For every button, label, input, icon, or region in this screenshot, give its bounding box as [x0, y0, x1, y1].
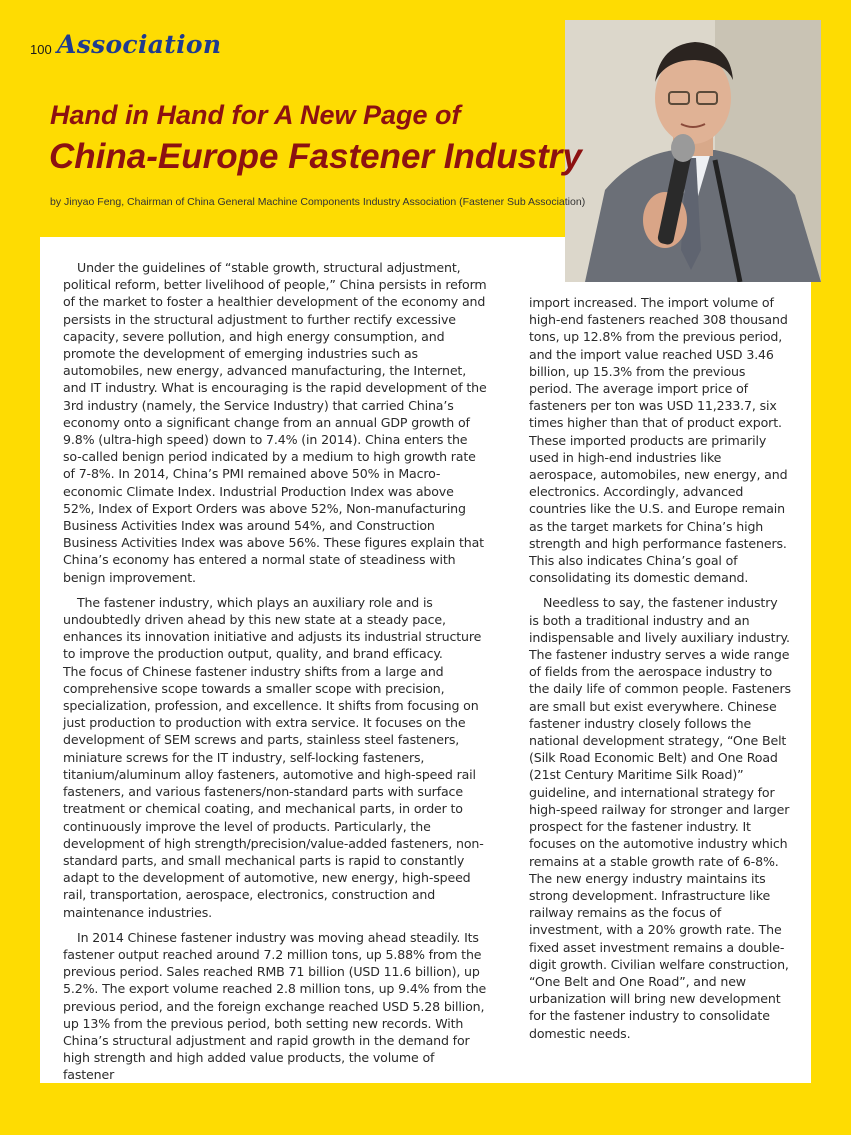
article-right-column — [529, 294, 791, 1050]
paragraph: Needless to say, the fastener industry is both a traditional industry and an indispensable and lively auxiliary industry. The fastener industry serves a wide range of fields from the aerospace industry to the daily life of common people. Fasteners are small but exist everywhere. Chinese fastener industry closely follows the national development strategy, “One Belt (Silk Road Economic Belt) and One Road (21st Century Maritime Silk Road)” guideline, and international strategy for high-speed railway for stronger and larger prospect for the fastener industry. It focuses on the automotive industry which remains at a stable growth rate of 6-8%. The new energy industry maintains its strong development. Infrastructure like railway remains as the focus of investment, with a 20% growth rate. The fixed asset investment remains a double-digit growth. Civilian welfare construction, “One Belt and One Road”, and new urbanization will bring new development for the fastener industry to consolidate domestic needs. — [529, 595, 791, 1041]
speaker-photo — [565, 20, 821, 282]
paragraph: The fastener industry, which plays an auxiliary role and is undoubtedly driven ahead by this new state at a steady pace, enhances its innovation initiative and adjusts its industrial structure to improve the production output, quality, and brand efficacy. — [63, 594, 482, 662]
paragraph: Under the guidelines of “stable growth, structural adjustment, political reform, better livelihood of people,” China persists in reform of the market to foster a healthier development of the economy and persists in the structural adjustment to further rectify excessive capacity, severe pollution, and high energy consumption, and promote the development of emerging industries such as automobiles, new energy, advanced manufacturing, the Internet, and IT industry. What is encouraging is the rapid development of the 3rd industry (namely, the Service Industry) that carried China’s economy onto a significant change from an annual GDP growth of 9.8% (ultra-high speed) down to 7.4% (in 2014). China enters the so-called benign period indicated by a medium to high growth rate of 7-8%. In 2014, China’s PMI remained above 50% in Macro-economic Climate Index. Industrial Production Index was above 52%, Index of Export Orders was above 52%, Non-manufacturing Business Activities Index was around 54%, and Construction Business Activities Index was above 56%. These figures explain that China’s economy has entered a normal state of steadiness with benign improvement. — [63, 260, 487, 585]
section-title: Association — [57, 30, 222, 59]
article-left-column — [63, 259, 487, 1092]
paragraph: The focus of Chinese fastener industry shifts from a large and comprehensive scope towards a smaller scope with precision, specialization, profession, and excellence. It shifts from focusing on just production to production with extra service. It focuses on the development of SEM screws and parts, stainless steel fasteners, miniature screws for the IT industry, self-locking fasteners, titanium/aluminum alloy fasteners, automotive and high-speed rail fasteners, and various fasteners/non-standard parts with surface treatment or chemical coating, and mechanical parts, in order to continuously improve the level of products. Particularly, the development of high strength/precision/value-added fasteners, non-standard parts, and small mechanical parts is rapid to constantly adapt to the development of automotive, new energy, high-speed rail, transportation, aerospace, electronics, construction and maintenance industries. — [63, 663, 484, 920]
paragraph: import increased. The import volume of high-end fasteners reached 308 thousand tons, up 12.8% from the previous period, and the import value reached USD 3.46 billion, up 15.3% from the previous period. The average import price of fasteners per ton was USD 11,233.7, six times higher than that of product export. These imported products are primarily used in high-end industries like aerospace, automobiles, new energy, and electronics. Accordingly, advanced countries like the U.S. and Europe remain as the target markets for China’s high strength and high performance fasteners. This also indicates China’s goal of consolidating its domestic demand. — [529, 295, 788, 586]
headline-line-2: China-Europe Fastener Industry — [49, 137, 582, 176]
byline: by Jinyao Feng, Chairman of China General Machine Components Industry Association (Fastener Sub Association) — [50, 196, 586, 208]
headline-line-1: Hand in Hand for A New Page of — [50, 100, 461, 130]
paragraph: In 2014 Chinese fastener industry was moving ahead steadily. Its fastener output reached around 7.2 million tons, up 5.88% from the previous period. Sales reached RMB 71 billion (USD 11.6 billion), up 5.2%. The export volume reached 2.8 million tons, up 9.4% from the previous period, and the foreign exchange reached USD 5.28 billion, up 13% from the previous period, both setting new records. With China’s structural adjustment and rapid growth in the demand for high strength and high added value products, the volume of fastener — [63, 929, 487, 1083]
speaker-photo-icon — [565, 20, 821, 282]
page-number: 100 — [30, 42, 52, 57]
